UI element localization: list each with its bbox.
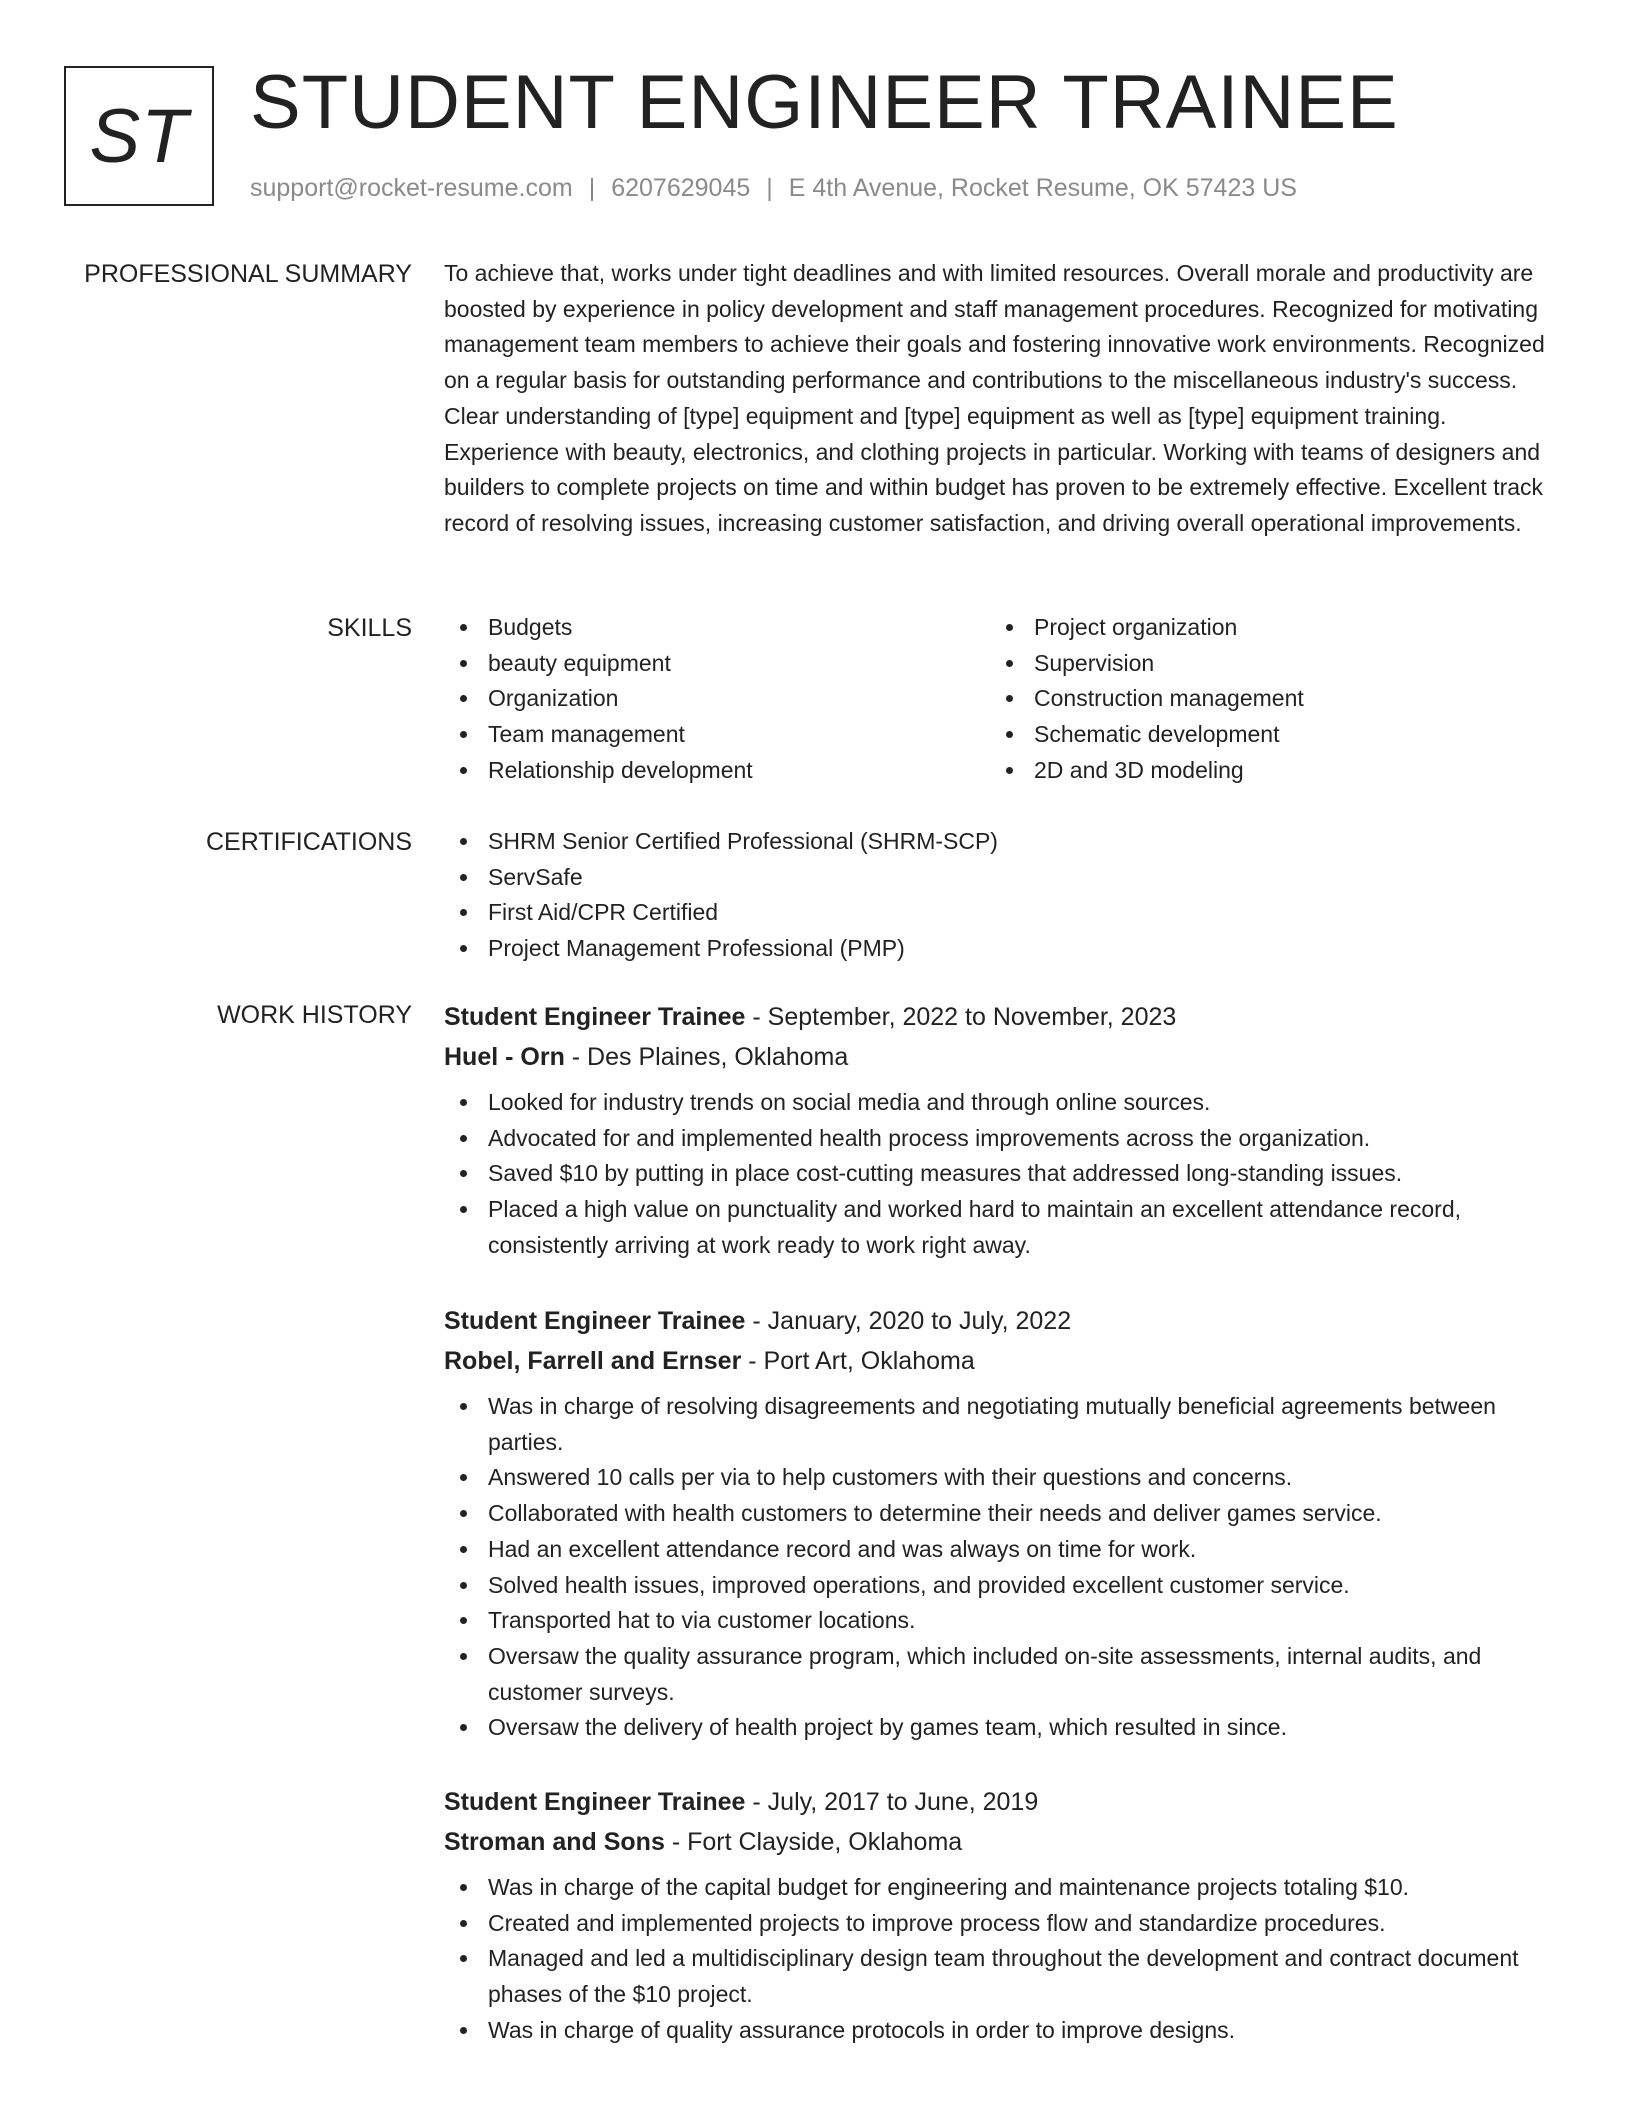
job-location: - Fort Clayside, Oklahoma — [664, 1828, 963, 1856]
job-bullet: Created and implemented projects to improve process flow and standardize procedures. — [444, 1906, 1559, 1942]
job-bullet: Was in charge of the capital budget for engineering and maintenance projects totaling $10. — [444, 1870, 1559, 1906]
job-title-line — [444, 997, 1559, 1037]
contact-separator: | — [766, 174, 773, 202]
job-bullet: Solved health issues, improved operations, and provided excellent customer service. — [444, 1568, 1559, 1604]
job-title: Student Engineer Trainee — [444, 1307, 746, 1335]
job-bullet: Placed a high value on punctuality and worked hard to maintain an excellent attendance record, consistently arriving at work ready to work right away. — [444, 1192, 1559, 1263]
certifications-heading: CERTIFICATIONS — [205, 828, 412, 856]
job-bullet: Looked for industry trends on social media and through online sources. — [444, 1085, 1559, 1121]
job-bullets — [444, 1870, 1559, 2049]
job-entry — [444, 1301, 1559, 1746]
summary-heading: PROFESSIONAL SUMMARY — [84, 260, 412, 288]
certifications-body — [444, 824, 1559, 967]
job-dates: - September, 2022 to November, 2023 — [745, 1003, 1177, 1031]
job-bullet: Advocated for and implemented health process improvements across the organization. — [444, 1121, 1559, 1157]
job-company-line — [444, 1822, 1559, 1862]
job-bullet: Transported hat to via customer locations. — [444, 1603, 1559, 1639]
job-bullet: Was in charge of quality assurance protocols in order to improve designs. — [444, 2013, 1559, 2049]
certification-item: SHRM Senior Certified Professional (SHRM-SCP) — [444, 824, 1559, 860]
skill-item: 2D and 3D modeling — [990, 753, 1536, 789]
skill-item: Construction management — [990, 681, 1536, 717]
job-company-line — [444, 1341, 1559, 1381]
job-title: Student Engineer Trainee — [444, 1003, 746, 1031]
work-history-heading: WORK HISTORY — [217, 1001, 412, 1029]
job-title-line — [444, 1782, 1559, 1822]
skill-item: Organization — [444, 681, 990, 717]
job-bullet: Oversaw the quality assurance program, which included on-site assessments, internal audits, and customer surveys. — [444, 1639, 1559, 1710]
job-dates: - January, 2020 to July, 2022 — [745, 1307, 1072, 1335]
job-bullet: Saved $10 by putting in place cost-cutting measures that addressed long-standing issues. — [444, 1156, 1559, 1192]
contact-separator: | — [588, 174, 596, 202]
skill-item: Budgets — [444, 610, 990, 646]
skills-list-left — [444, 610, 990, 789]
job-dates: - July, 2017 to June, 2019 — [745, 1788, 1039, 1816]
job-location: - Des Plaines, Oklahoma — [564, 1043, 849, 1071]
job-company: Stroman and Sons — [444, 1828, 665, 1856]
skill-item: Schematic development — [990, 717, 1536, 753]
job-title-line — [444, 1301, 1559, 1341]
job-location: - Port Art, Oklahoma — [741, 1347, 975, 1375]
job-bullets — [444, 1085, 1559, 1264]
job-bullet: Had an excellent attendance record and was always on time for work. — [444, 1532, 1559, 1568]
contact-address: E 4th Avenue, Rocket Resume, OK 57423 US — [788, 174, 1297, 202]
job-company: Robel, Farrell and Ernser — [444, 1347, 742, 1375]
summary-body — [444, 256, 1559, 542]
contact-phone: 6207629045 — [611, 174, 751, 202]
certification-item: Project Management Professional (PMP) — [444, 931, 1559, 967]
skills-list-right — [990, 610, 1536, 789]
job-bullet: Answered 10 calls per via to help customers with their questions and concerns. — [444, 1460, 1559, 1496]
certifications-list — [444, 824, 1559, 967]
contact-email: support@rocket-resume.com — [250, 174, 573, 202]
monogram-logo: ST — [64, 66, 214, 206]
job-bullet: Oversaw the delivery of health project by games team, which resulted in since. — [444, 1710, 1559, 1746]
job-entry — [444, 1782, 1559, 2049]
job-company: Huel - Orn — [444, 1043, 565, 1071]
skill-item: Project organization — [990, 610, 1536, 646]
certification-item: First Aid/CPR Certified — [444, 895, 1559, 931]
skills-grid — [444, 610, 1559, 789]
skill-item: beauty equipment — [444, 646, 990, 682]
summary-text: To achieve that, works under tight deadlines and with limited resources. Overall morale and productivity are boosted by experience in policy development and staff management procedures. Recognized for motivating management team members to achieve their goals and fostering innovative work environments. Recognized on a regular basis for outstanding performance and contributions to the miscellaneous industry's success. Clear understanding of [type] equipment and [type] equipment as well as [type] equipment training. Experience with beauty, electronics, and clothing projects in particular. Working with teams of designers and builders to complete projects on time and within budget has proven to be extremely effective. Excellent track record of resolving issues, increasing customer satisfaction, and driving overall operational improvements. — [444, 260, 1545, 536]
contact-line — [250, 172, 1297, 204]
resume-header — [64, 60, 1584, 216]
job-bullet: Was in charge of resolving disagreements and negotiating mutually beneficial agreements between parties. — [444, 1389, 1559, 1460]
job-company-line — [444, 1037, 1559, 1077]
skill-item: Supervision — [990, 646, 1536, 682]
skills-heading: SKILLS — [327, 614, 412, 642]
skill-item: Relationship development — [444, 753, 990, 789]
job-bullets — [444, 1389, 1559, 1746]
resume-title: STUDENT ENGINEER TRAINEE — [250, 60, 1399, 145]
job-entry — [444, 997, 1559, 1264]
job-bullet: Managed and led a multidisciplinary design team throughout the development and contract document phases of the $10 project. — [444, 1941, 1559, 2012]
job-bullet: Collaborated with health customers to determine their needs and deliver games service. — [444, 1496, 1559, 1532]
certification-item: ServSafe — [444, 860, 1559, 896]
job-title: Student Engineer Trainee — [444, 1788, 746, 1816]
skill-item: Team management — [444, 717, 990, 753]
skills-body — [444, 610, 1559, 789]
